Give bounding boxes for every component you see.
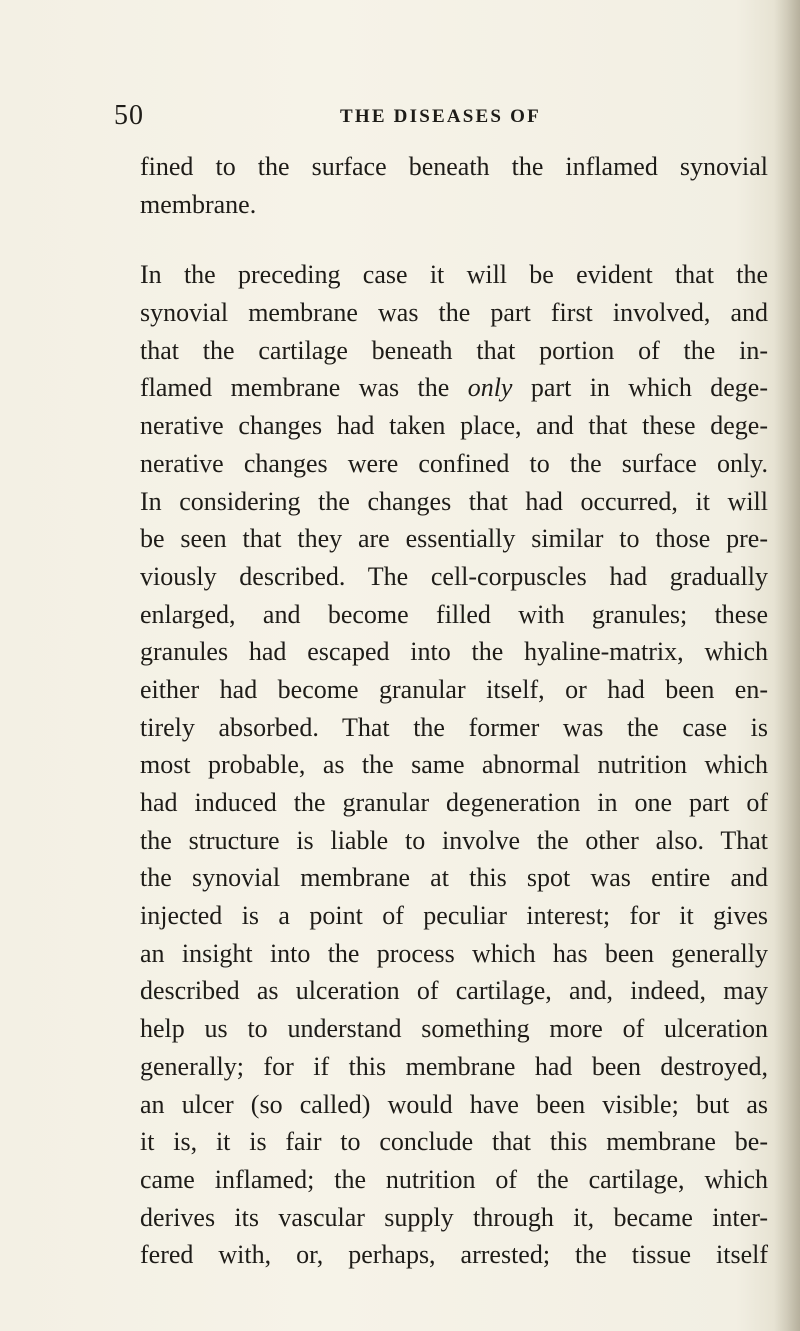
page-spine-shadow xyxy=(774,0,800,1331)
text-line: had induced the granular degeneration in one part of xyxy=(140,788,768,817)
text-line: enlarged, and become filled with granules; these xyxy=(140,599,768,629)
text-line: the structure is liable to involve the other also. That xyxy=(140,825,768,855)
text-line: an insight into the process which has been generally xyxy=(140,938,768,968)
text-line: fered with, or, perhaps, arrested; the tissue itself xyxy=(140,1240,768,1270)
text-line: nerative changes had taken place, and that these dege- xyxy=(140,411,768,441)
text-line: an ulcer (so called) would have been visible; but as xyxy=(140,1089,768,1119)
text-line: nerative changes were confined to the surface only. xyxy=(140,448,768,478)
text-line: the synovial membrane at this spot was entire and xyxy=(140,863,768,893)
text-line: injected is a point of peculiar interest; for it gives xyxy=(140,901,768,931)
text-line: be seen that they are essentially similar to those pre- xyxy=(140,524,768,554)
text-line: help us to understand something more of ulceration xyxy=(140,1014,768,1044)
text-line: it is, it is fair to conclude that this membrane be- xyxy=(140,1127,768,1157)
text-line-with-italic xyxy=(140,369,768,407)
text-segment: part in which dege- xyxy=(512,373,768,403)
text-line: came inflamed; the nutrition of the cartilage, which xyxy=(140,1164,768,1194)
text-line: tirely absorbed. That the former was the case is xyxy=(140,712,768,742)
text-line: generally; for if this membrane had been destroyed, xyxy=(140,1051,768,1081)
text-segment: flamed membrane was the xyxy=(140,373,468,403)
text-line: synovial membrane was the part first involved, and xyxy=(140,298,768,328)
text-line: In considering the changes that had occurred, it will xyxy=(140,486,768,516)
text-line: described as ulceration of cartilage, and, indeed, may xyxy=(140,976,768,1006)
italic-word: only xyxy=(467,373,513,403)
text-line: granules had escaped into the hyaline-matrix, which xyxy=(140,637,768,667)
page-number: 50 xyxy=(114,100,144,131)
paragraph-gap xyxy=(140,223,768,256)
running-head-title: THE DISEASES OF xyxy=(340,106,541,127)
text-line: membrane. xyxy=(140,189,257,219)
text-line: most probable, as the same abnormal nutrition which xyxy=(140,750,768,780)
text-line: that the cartilage beneath that portion of the in- xyxy=(140,335,768,365)
paragraph-2 xyxy=(140,256,768,1274)
text-line: fined to the surface beneath the inflamed synovial xyxy=(140,152,768,181)
text-line: derives its vascular supply through it, became inter- xyxy=(140,1202,768,1232)
text-line: In the preceding case it will be evident that the xyxy=(140,260,768,290)
text-line: viously described. The cell-corpuscles had gradually xyxy=(140,561,768,591)
paragraph-1 xyxy=(140,148,768,223)
body-text xyxy=(140,148,768,1274)
running-head xyxy=(0,100,800,140)
text-line: either had become granular itself, or had been en- xyxy=(140,674,768,704)
